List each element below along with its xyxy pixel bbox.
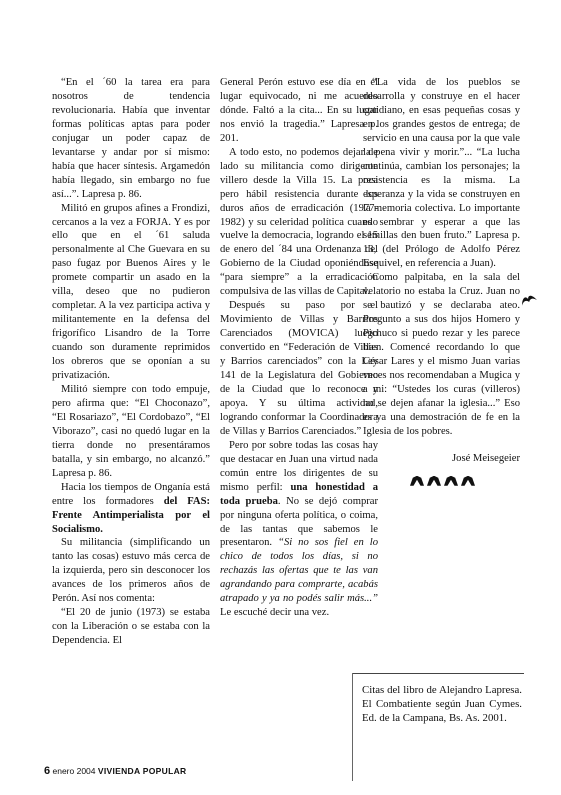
column-2 — [220, 76, 378, 620]
ornament-icon — [410, 476, 520, 486]
column-1 — [52, 76, 210, 648]
sources-side-rule — [352, 673, 353, 781]
magazine-name: VIVIENDA POPULAR — [97, 766, 187, 776]
italic-quote: “Si no sos fiel en lo chico de todos los días, si no rechazás las ofertas que te las van agrandando para comprarte, acabás atrapado y ya no podés salir más...” — [220, 537, 378, 605]
page-number: 6 — [44, 765, 51, 777]
paragraph: “En el ´60 la tarea era para nosotros de tendencia revolucionaria. Había que inventar formas políticas aptas para poder conjugar un poder capaz de levantarse y andar por sí mismo: había que hacer síntesis. Argamedón había llegado, sin embargo no fue así...”. Lapresa p. 86. — [52, 77, 210, 200]
text-run: . No se dejó comprar por ninguna oferta política, o coima, de las tantas que sabemos le presentaron. — [220, 495, 378, 549]
paragraph: Militó siempre con todo empuje, pero afirma que: “El Choconazo”, “El Rosariazo”, “El Cordobazo”, “El Viborazo”, casi no quedó lugar en la tierra donde no presentáramos batalla, y sin embargo, no alcanzó.” Lapresa p. 86. — [52, 383, 210, 479]
column-3 — [363, 76, 520, 486]
author-signature: José Meisegeier — [452, 452, 520, 464]
text-run: Le escuché decir una vez. — [220, 607, 330, 619]
paragraph: “El 20 de junio (1973) se estaba con la Liberación o se estaba con la Dependencia. El — [52, 607, 210, 647]
paragraph: General Perón estuvo ese día en el lugar equivocado, ni me acuerdo dónde. Faltó a la cita... En su lugar nos envió la tragedia.” Lapresa p. 201. — [220, 77, 378, 144]
paragraph — [220, 439, 378, 620]
paragraph: A todo esto, no podemos dejar de lado su militancia como dirigente villero desde la Villa 15. La poca pero hábil resistencia durante los duros años de erradicación (1977-1982) y su celeridad política cuando vuelve la democracia, logrando el 15 de enero del ´84 una Ordenanza del Gobierno de la Ciudad oponiéndose “para siempre” a la erradicación compulsiva de las villas de Capital. — [220, 146, 378, 298]
page-footer — [44, 765, 186, 777]
bird-ornament-icon — [518, 290, 541, 312]
sources-note: Citas del libro de Alejandro Lapresa. El Combatiente según Juan Cymes. Ed. de la Campana, Bs. As. 2001. — [362, 684, 522, 724]
bold-text: del FAS: Frente Antimperialista por el Socialismo. — [52, 495, 210, 535]
paragraph: Como palpitaba, en la sala del velatorio no estaba la Cruz. Juan no se bautizó y se declaraba ateo. Pregunto a sus dos hijos Homero y Pichuco si puedo rezar y les parece bien. Comencé recordando lo que César Lares y el mismo Juan varias veces nos recomendaban a Mugica y a mi: “Ustedes los curas (villeros) no se dejen afanar la iglesia...” Eso es ya una demostración de fe en la Iglesia de los pobres. — [363, 272, 520, 437]
text-run: Hacia los tiempos de Onganía está entre los formadores — [52, 481, 210, 507]
bold-text: una honestidad a toda prueba — [220, 481, 378, 507]
text-run: Pero por sobre todas las cosas hay que destacar en Juan una virtud nada común entre los dirigentes de su mismo perfil: — [220, 439, 378, 493]
paragraph: “La vida de los pueblos se desarrolla y construye en el hacer cotidiano, en esas pequeñas cosas y en los grandes gestos de entrega; de servicio en una causa por la que vale la pena vivir y morir.”... “La lucha continúa, cambian los personajes; la resistencia es la misma. La esperanza y la vida se construyen en la memoria colectiva. Lo importante es sembrar y esperar a que las semillas den buen fruto.” Lapresa p. 13, (del Prólogo de Adolfo Pérez Esquivel, en referencia a Juan). — [363, 77, 520, 270]
issue-date: enero 2004 — [52, 766, 96, 776]
paragraph: Militó en grupos afines a Frondizi, cercanos a la vez a FORJA. Y es por ello que en el ´61 saluda personalmente al Che Guevara en su paso fugaz por Buenos Aires y le promete compartir un asado en la villa, deseo que no pudieron completar. A la vez participa activa y militantemente en la defensa del frigorífico Lisandro de la Torre cuando son duramente reprimidos los obreros que se oponían a su privatización. — [52, 202, 210, 382]
sources-top-rule — [352, 673, 524, 674]
paragraph — [52, 481, 210, 537]
paragraph: Después su paso por el Movimiento de Villas y Barrios Carenciados (MOVICA) luego convertido en “Federación de Villas y Barrios carenciados” con la Ley 141 de la Legislatura del Gobierno de la Ciudad que lo reconoce y apoya. Y su última actividad, logrando conformar la Coordinadora de Villas y Barrios Carenciados.” — [220, 300, 378, 437]
paragraph: Su militancia (simplificando un tanto las cosas) estuvo más cerca de la izquierda, pero sin desconocer los avances de los primeros años de Perón. Así nos comenta: — [52, 537, 210, 605]
